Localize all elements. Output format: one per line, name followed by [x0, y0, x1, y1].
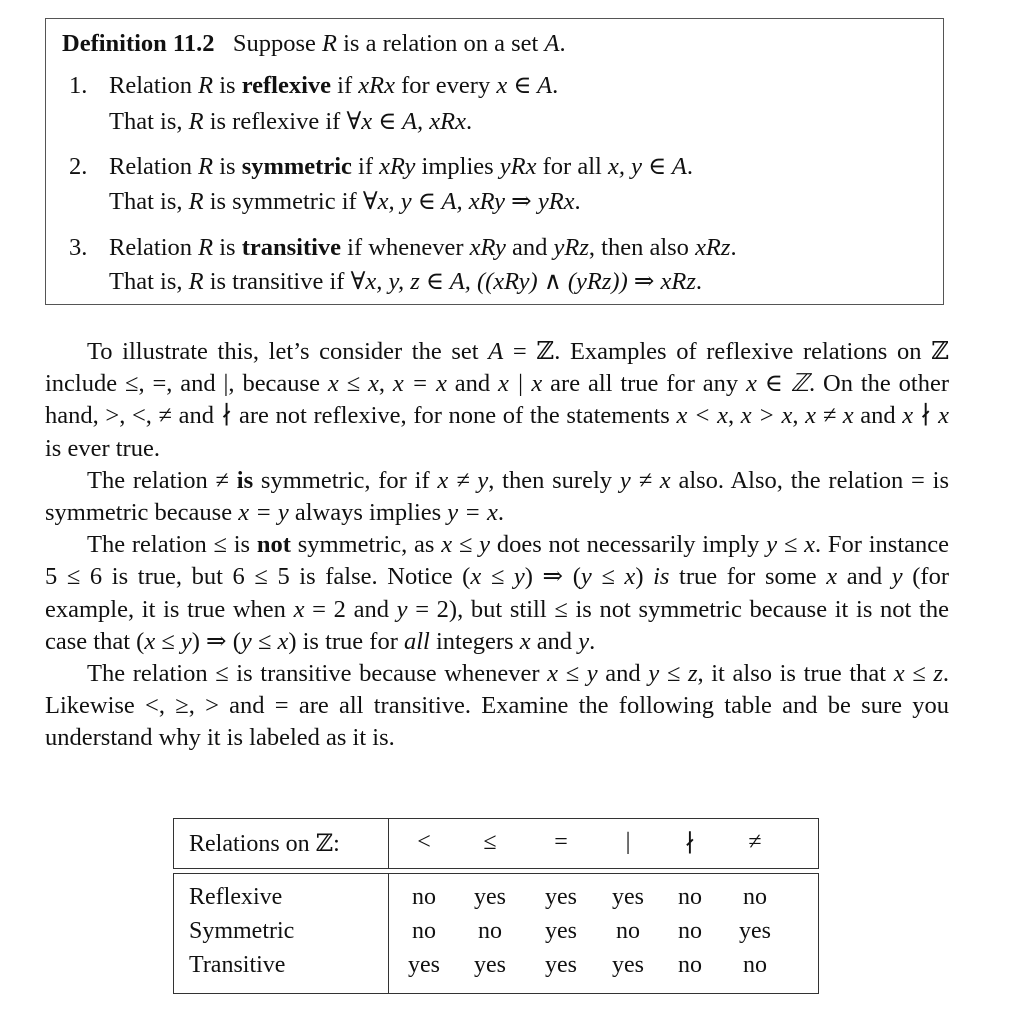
para-math: x ≤ y — [144, 627, 192, 655]
item-text: . — [686, 153, 693, 180]
item-text: That is, — [109, 188, 189, 215]
table-cell: yes — [545, 918, 577, 944]
column-header: ≤ — [483, 829, 497, 855]
item-math: R — [198, 234, 214, 261]
column-header: = — [554, 829, 568, 855]
para-text: symmetric, for if — [253, 466, 438, 494]
intro-text: Suppose — [232, 30, 323, 57]
item-line1 — [109, 233, 737, 263]
para-text: . — [589, 627, 596, 655]
table-cell: no — [478, 918, 502, 944]
item-number: 3. — [69, 234, 88, 261]
item-text: and — [505, 234, 554, 261]
para-math: x ∤ x — [902, 402, 950, 430]
intro-math: R — [322, 30, 337, 57]
para-math: x — [826, 563, 838, 591]
table-cell: yes — [545, 884, 577, 910]
row-label: Transitive — [189, 952, 286, 978]
para-text: ) is true for — [288, 627, 404, 655]
para-text: ) ⇒ ( — [524, 563, 581, 591]
item-math: R — [188, 108, 204, 135]
table-cell: no — [678, 952, 702, 978]
para-text: The relation ≤ is — [87, 531, 257, 559]
para-text: = 2 and — [304, 595, 397, 623]
table-cell: no — [678, 884, 702, 910]
paragraph-reflexive-examples — [45, 336, 949, 465]
item-math: R — [198, 153, 214, 180]
definition-heading: Definition 11.2 — [62, 30, 215, 57]
para-math: x < x — [676, 402, 729, 430]
para-text: true for some — [669, 563, 827, 591]
para-math: x ≠ x — [805, 402, 854, 430]
item-text: is — [213, 153, 242, 180]
definition-intro — [62, 29, 566, 59]
para-text: are all true for any — [542, 370, 746, 398]
para-text: always implies — [288, 499, 448, 527]
item-math: xRy — [469, 234, 506, 261]
para-math: x > x — [740, 402, 793, 430]
para-math: x ≤ z — [893, 660, 943, 688]
column-header: ∤ — [684, 831, 696, 857]
column-header: ≠ — [748, 829, 762, 855]
item-math: yRz — [553, 234, 589, 261]
para-bold: not — [256, 531, 291, 559]
para-text: also. Also, the relation = is symmetric because — [45, 466, 950, 527]
item-text: for all — [536, 153, 608, 180]
para-text: , it also is true that — [697, 660, 894, 688]
item-text: is transitive if — [203, 268, 351, 295]
para-math: y = x — [447, 499, 498, 527]
para-math: x — [519, 627, 531, 655]
para-text: , then surely — [488, 466, 620, 494]
para-text: integers — [429, 627, 520, 655]
para-math: A — [488, 338, 504, 365]
item-math: R — [188, 268, 204, 295]
para-text: symmetric, as — [290, 531, 442, 559]
item-term: transitive — [241, 234, 342, 261]
item-line2 — [109, 187, 581, 217]
para-text: ) — [635, 563, 654, 591]
item-math: x ∈ A — [496, 72, 553, 99]
table-cell: yes — [612, 884, 644, 910]
item-text: for every — [394, 72, 497, 99]
para-text: and — [837, 563, 892, 591]
item-math: x, y ∈ A — [607, 153, 687, 180]
para-math: x = x — [392, 370, 447, 398]
para-math: y — [891, 563, 903, 591]
para-math: y ≤ x — [580, 563, 636, 591]
item-term: symmetric — [241, 153, 352, 180]
para-text: The relation ≠ — [87, 466, 237, 494]
paragraph-transitive — [45, 658, 949, 755]
para-italic: all — [404, 627, 430, 655]
para-italic: is — [653, 563, 670, 591]
column-header: | — [625, 829, 631, 855]
para-math: x ≠ y — [437, 466, 489, 494]
table-cell: no — [616, 918, 640, 944]
item-math: yRx — [499, 153, 537, 180]
para-text: The relation ≤ is transitive because whenever — [87, 660, 548, 688]
para-text: , — [378, 370, 393, 398]
item-text: Relation — [109, 153, 199, 180]
para-math: y ≠ x — [619, 466, 671, 494]
para-text: = 2), but still ≤ is not symmetric because it is not the case that ( — [45, 595, 949, 655]
table-cell: no — [412, 918, 436, 944]
item-text: if — [351, 153, 380, 180]
para-text: does not necessarily imply — [490, 531, 767, 559]
table-cell: yes — [408, 952, 440, 978]
table-cell: yes — [612, 952, 644, 978]
item-text: That is, — [109, 268, 189, 295]
intro-text: . — [559, 30, 566, 57]
item-text: implies — [415, 153, 500, 180]
item-math: xRx — [358, 72, 395, 99]
item-formula: ∀x, y ∈ A, xRy ⇒ yRx — [362, 188, 575, 215]
para-text: is ever true. — [45, 434, 160, 462]
item-text: if — [331, 72, 359, 99]
item-line2 — [109, 107, 472, 137]
item-term: reflexive — [241, 72, 332, 99]
para-text: . For instance 5 ≤ 6 is true, but 6 ≤ 5 is false. Notice ( — [45, 531, 949, 591]
item-text: Relation — [109, 234, 199, 261]
item-text: is — [213, 234, 242, 261]
row-label: Reflexive — [189, 884, 283, 910]
para-math: y ≤ x — [766, 531, 815, 559]
item-math: R — [188, 188, 204, 215]
item-text: is symmetric if — [203, 188, 363, 215]
item-text: That is, — [109, 108, 189, 135]
item-text: . — [552, 72, 559, 99]
intro-math: A — [544, 30, 560, 57]
para-text: , — [792, 402, 806, 430]
table-cell: yes — [545, 952, 577, 978]
para-text: . Likewise <, ≥, > and = are all transitive. Examine the following table and be sure you understand why it is labeled as it is. — [45, 660, 950, 752]
table-divider — [388, 873, 389, 994]
item-text: is — [213, 72, 242, 99]
para-math: x — [293, 595, 305, 623]
para-text: . On the other hand, >, <, ≠ and ∤ are not reflexive, for none of the statements — [45, 370, 950, 430]
table-cell: yes — [474, 952, 506, 978]
paragraph-symmetric-neq — [45, 465, 949, 529]
item-text: Relation — [109, 72, 199, 99]
item-text: . — [695, 268, 703, 295]
item-text: , then also — [588, 234, 696, 261]
paragraph-not-symmetric-leq — [45, 529, 949, 658]
para-text: and — [853, 402, 903, 430]
item-text: . — [730, 234, 737, 261]
definition-box — [45, 18, 944, 305]
intro-text: is a relation on a set — [336, 30, 545, 57]
para-text: To illustrate this, let’s consider the set — [87, 338, 489, 365]
item-number: 2. — [69, 153, 88, 180]
para-text: (for example, it is true when — [45, 563, 949, 623]
item-text: if whenever — [341, 234, 470, 261]
para-text: . — [497, 499, 504, 527]
table-cell: no — [743, 884, 767, 910]
table-cell: no — [743, 952, 767, 978]
para-text: and — [530, 627, 579, 655]
item-line1 — [109, 71, 558, 101]
relations-table — [173, 818, 819, 994]
para-math: y ≤ x — [240, 627, 289, 655]
item-text: . — [574, 188, 581, 215]
table-cell: no — [412, 884, 436, 910]
item-line1 — [109, 152, 693, 182]
table-header-label: Relations on ℤ: — [189, 831, 340, 857]
para-text: and — [446, 370, 499, 398]
body-text — [45, 336, 949, 755]
para-math: y ≤ z — [648, 660, 698, 688]
item-number: 1. — [69, 72, 88, 99]
para-math: y — [578, 627, 590, 655]
table-cell: yes — [739, 918, 771, 944]
para-math: x ≤ y — [470, 563, 525, 591]
item-math: R — [198, 72, 214, 99]
para-text: and — [597, 660, 649, 688]
para-text: ) ⇒ ( — [191, 627, 241, 655]
column-header: < — [417, 829, 431, 855]
para-math: x = y — [238, 499, 289, 527]
para-math: x ∈ ℤ — [746, 370, 810, 398]
item-formula: ∀x ∈ A, xRx — [346, 108, 467, 135]
para-math: x ≤ x — [327, 370, 379, 398]
item-formula: ∀x, y, z ∈ A, ((xRy) ∧ (yRz)) ⇒ xRz — [350, 268, 696, 295]
para-math: x ≤ y — [547, 660, 598, 688]
item-math: xRz — [695, 234, 731, 261]
table-cell: yes — [474, 884, 506, 910]
item-math: xRy — [379, 153, 416, 180]
item-text: is reflexive if — [203, 108, 347, 135]
para-math: y — [396, 595, 408, 623]
para-text: , — [728, 402, 741, 430]
item-line2 — [109, 267, 702, 297]
row-label: Symmetric — [189, 918, 295, 944]
para-text: = ℤ. Examples of reflexive relations on ℤ include ≤, =, and |, because — [45, 338, 949, 398]
table-cell: no — [678, 918, 702, 944]
para-bold: is — [236, 466, 254, 494]
item-text: . — [466, 108, 473, 135]
table-divider — [388, 818, 389, 869]
para-math: x | x — [498, 370, 543, 398]
para-math: x ≤ y — [441, 531, 491, 559]
